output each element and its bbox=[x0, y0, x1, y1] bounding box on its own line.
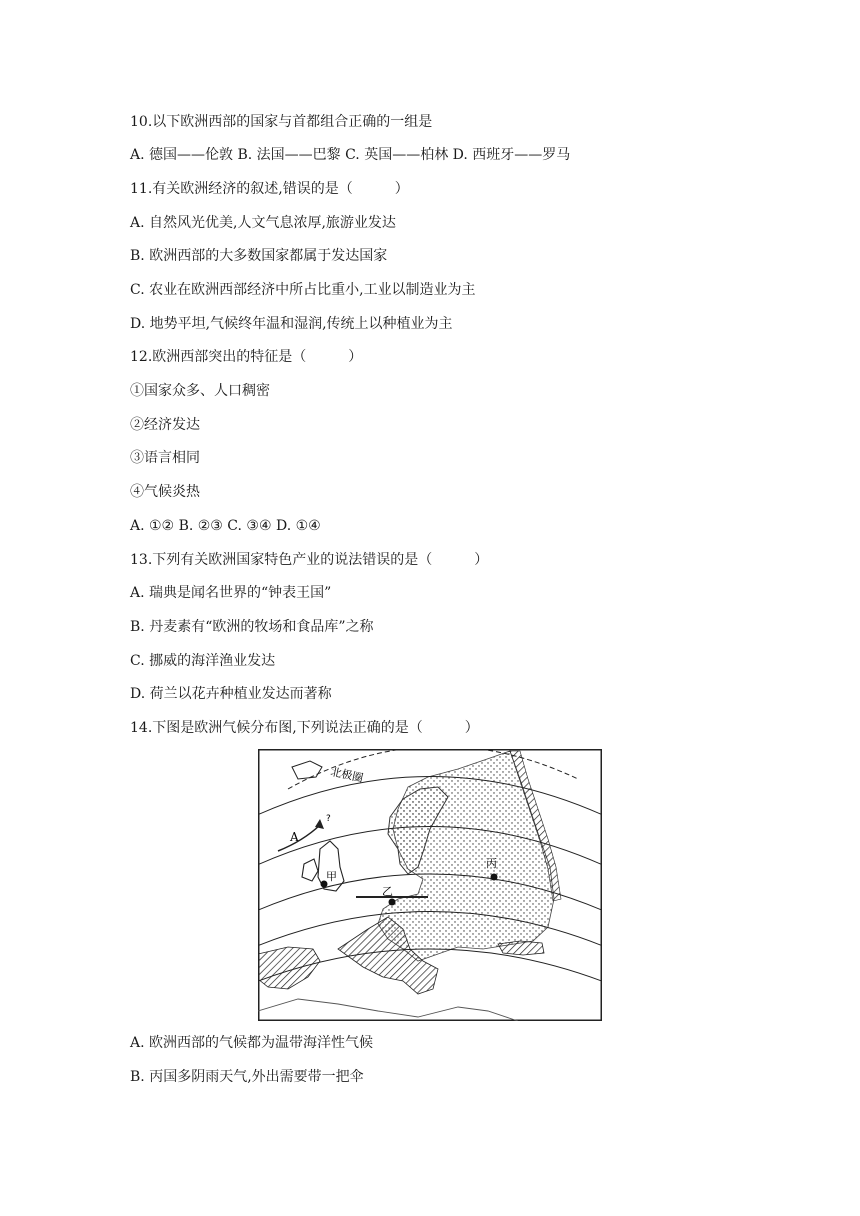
q11-option-d: D. 地势平坦,气候终年温和湿润,传统上以种植业为主 bbox=[130, 316, 453, 332]
q10-options: A. 德国——伦敦 B. 法国——巴黎 C. 英国——柏林 D. 西班牙——罗马 bbox=[130, 147, 571, 163]
q13-stem: 13.下列有关欧洲国家特色产业的说法错误的是（ ） bbox=[130, 552, 489, 568]
q12-statement-1: ①国家众多、人口稠密 bbox=[130, 383, 270, 399]
q13-option-a: A. 瑞典是闻名世界的“钟表王国” bbox=[130, 585, 332, 601]
label-bing: 丙 bbox=[486, 857, 497, 870]
q12-statement-2: ②经济发达 bbox=[130, 417, 200, 433]
q13-option-b: B. 丹麦素有“欧洲的牧场和食品库”之称 bbox=[130, 619, 374, 635]
mediterranean-climate-east bbox=[498, 941, 544, 955]
q13-option-c: C. 挪威的海洋渔业发达 bbox=[130, 653, 276, 669]
q12-statement-3: ③语言相同 bbox=[130, 450, 200, 466]
q11-option-c: C. 农业在欧洲西部经济中所占比重小,工业以制造业为主 bbox=[130, 282, 476, 298]
label-a: A bbox=[290, 830, 299, 844]
europe-climate-map bbox=[258, 749, 602, 1021]
q14-option-a: A. 欧洲西部的气候都为温带海洋性气候 bbox=[130, 1035, 374, 1051]
point-yi bbox=[389, 899, 396, 906]
q11-option-b: B. 欧洲西部的大多数国家都属于发达国家 bbox=[130, 248, 388, 264]
label-question: ? bbox=[326, 814, 331, 824]
label-yi: 乙 bbox=[382, 885, 393, 898]
q10-stem: 10.以下欧洲西部的国家与首都组合正确的一组是 bbox=[130, 114, 433, 130]
q11-option-a: A. 自然风光优美,人文气息浓厚,旅游业发达 bbox=[130, 215, 396, 231]
q13-option-d: D. 荷兰以花卉种植业发达而著称 bbox=[130, 686, 332, 702]
label-jia: 甲 bbox=[326, 870, 337, 883]
q14-option-b: B. 丙国多阴雨天气,外出需要带一把伞 bbox=[130, 1069, 364, 1085]
arctic-circle-label: 北极圈 bbox=[329, 765, 365, 785]
q12-stem: 12.欧洲西部突出的特征是（ ） bbox=[130, 349, 363, 365]
point-bing bbox=[491, 874, 498, 881]
q11-stem: 11.有关欧洲经济的叙述,错误的是（ ） bbox=[130, 181, 409, 197]
q14-stem: 14.下图是欧洲气候分布图,下列说法正确的是（ ） bbox=[130, 720, 479, 736]
q12-options: A. ①② B. ②③ C. ③④ D. ①④ bbox=[130, 518, 321, 534]
q12-statement-4: ④气候炎热 bbox=[130, 484, 200, 500]
